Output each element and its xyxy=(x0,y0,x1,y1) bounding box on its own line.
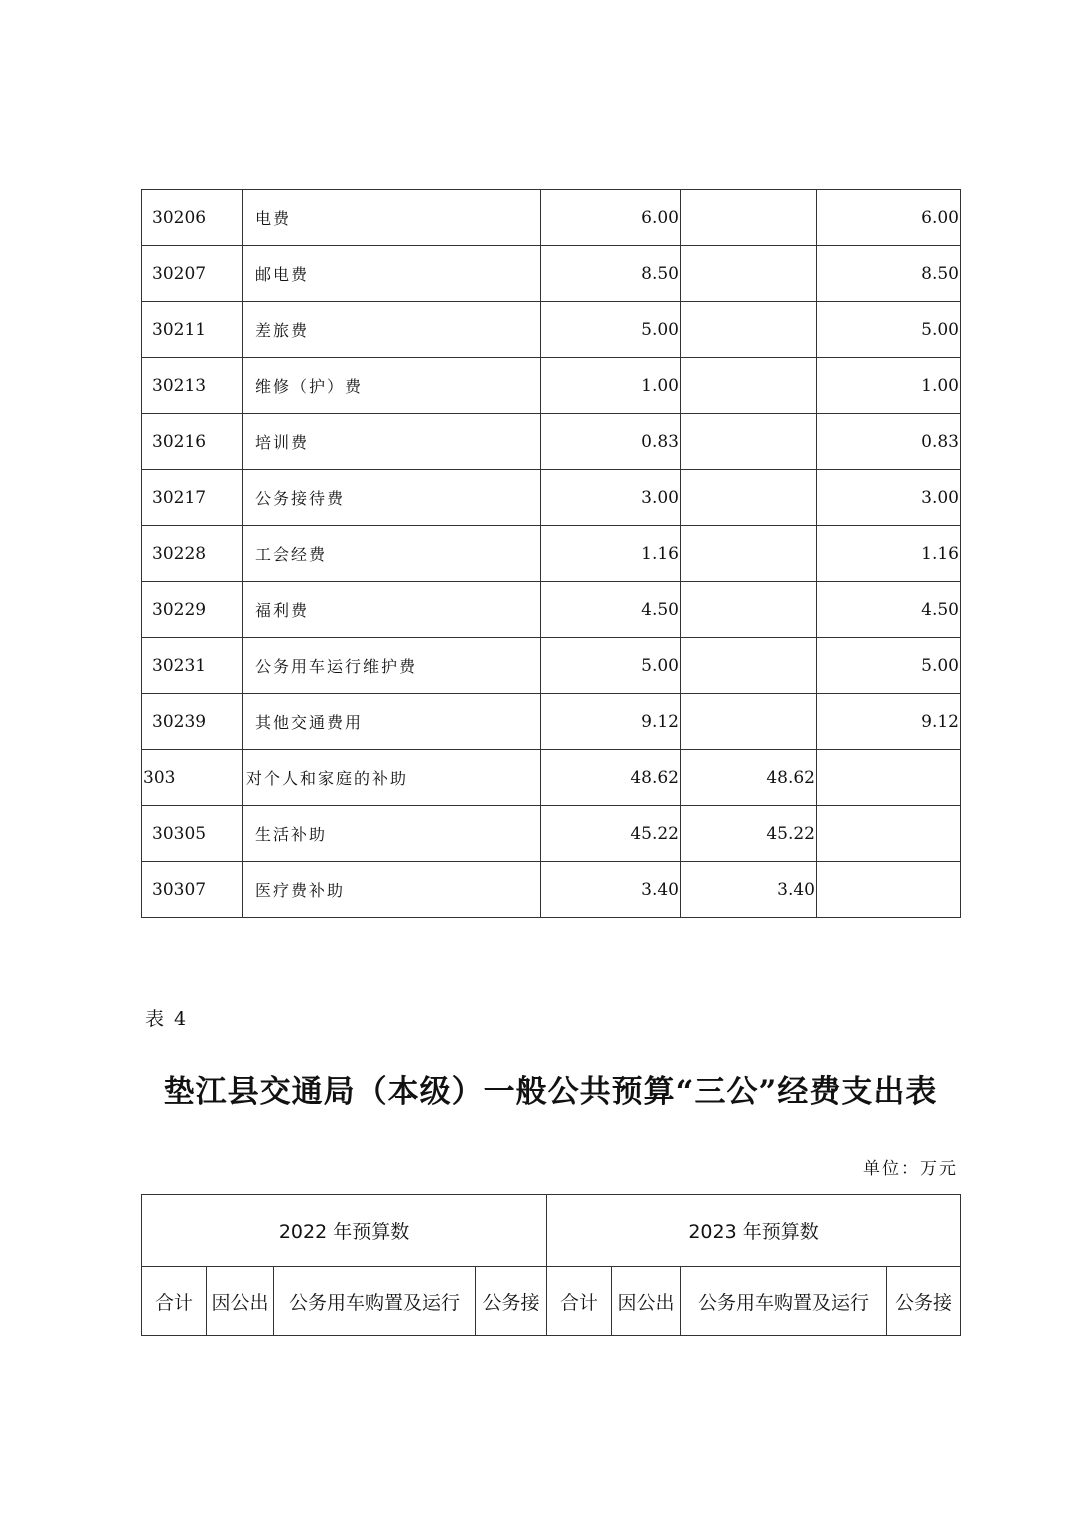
amount-total-cell: 8.50 xyxy=(541,246,681,302)
amount-project-cell xyxy=(817,806,961,862)
year-header-row xyxy=(142,1195,961,1267)
amount-basic-cell xyxy=(681,414,817,470)
amount-basic-cell: 45.22 xyxy=(681,806,817,862)
col-reception-2022: 公务接 xyxy=(476,1267,547,1336)
table-row xyxy=(142,638,961,694)
table-row xyxy=(142,190,961,246)
code-cell: 30216 xyxy=(142,414,243,470)
table-row xyxy=(142,582,961,638)
amount-basic-cell xyxy=(681,526,817,582)
amount-project-cell: 0.83 xyxy=(817,414,961,470)
amount-basic-cell: 48.62 xyxy=(681,750,817,806)
unit-label: 单位：万元 xyxy=(863,1159,958,1179)
col-total-2023: 合计 xyxy=(547,1267,612,1336)
code-cell: 30239 xyxy=(142,694,243,750)
year-header-2023: 2023 年预算数 xyxy=(547,1195,961,1267)
name-cell: 福利费 xyxy=(243,582,541,638)
col-vehicle-2022: 公务用车购置及运行 xyxy=(274,1267,476,1336)
amount-total-cell: 1.00 xyxy=(541,358,681,414)
table-row xyxy=(142,526,961,582)
table-row xyxy=(142,750,961,806)
amount-basic-cell xyxy=(681,246,817,302)
code-cell: 30229 xyxy=(142,582,243,638)
code-cell: 30228 xyxy=(142,526,243,582)
table-row xyxy=(142,806,961,862)
amount-project-cell: 4.50 xyxy=(817,582,961,638)
page-title: 垫江县交通局（本级）一般公共预算“三公”经费支出表 xyxy=(163,1074,938,1110)
code-cell: 30307 xyxy=(142,862,243,918)
table-number-label: 表 4 xyxy=(145,1008,189,1030)
code-cell: 30213 xyxy=(142,358,243,414)
table-row xyxy=(142,414,961,470)
amount-total-cell: 4.50 xyxy=(541,582,681,638)
table-row xyxy=(142,862,961,918)
amount-project-cell xyxy=(817,862,961,918)
name-cell: 差旅费 xyxy=(243,302,541,358)
amount-project-cell: 6.00 xyxy=(817,190,961,246)
amount-total-cell: 0.83 xyxy=(541,414,681,470)
col-abroad-2022: 因公出 xyxy=(207,1267,274,1336)
code-cell: 30305 xyxy=(142,806,243,862)
amount-total-cell: 5.00 xyxy=(541,638,681,694)
amount-basic-cell xyxy=(681,358,817,414)
name-cell: 培训费 xyxy=(243,414,541,470)
amount-basic-cell xyxy=(681,694,817,750)
amount-basic-cell xyxy=(681,582,817,638)
column-header-row xyxy=(142,1267,961,1336)
code-cell: 30217 xyxy=(142,470,243,526)
name-cell: 邮电费 xyxy=(243,246,541,302)
amount-total-cell: 5.00 xyxy=(541,302,681,358)
code-cell: 30211 xyxy=(142,302,243,358)
col-abroad-2023: 因公出 xyxy=(612,1267,681,1336)
col-reception-2023: 公务接 xyxy=(887,1267,961,1336)
amount-total-cell: 48.62 xyxy=(541,750,681,806)
amount-project-cell: 9.12 xyxy=(817,694,961,750)
amount-project-cell: 1.00 xyxy=(817,358,961,414)
amount-total-cell: 3.40 xyxy=(541,862,681,918)
table-row xyxy=(142,246,961,302)
name-cell: 工会经费 xyxy=(243,526,541,582)
year-header-2022: 2022 年预算数 xyxy=(142,1195,547,1267)
name-cell: 医疗费补助 xyxy=(243,862,541,918)
amount-total-cell: 45.22 xyxy=(541,806,681,862)
table-row xyxy=(142,470,961,526)
col-vehicle-2023: 公务用车购置及运行 xyxy=(681,1267,887,1336)
amount-total-cell: 3.00 xyxy=(541,470,681,526)
amount-basic-cell: 3.40 xyxy=(681,862,817,918)
amount-basic-cell xyxy=(681,638,817,694)
name-cell: 电费 xyxy=(243,190,541,246)
code-cell: 303 xyxy=(142,750,243,806)
amount-basic-cell xyxy=(681,470,817,526)
name-cell: 生活补助 xyxy=(243,806,541,862)
amount-basic-cell xyxy=(681,302,817,358)
amount-project-cell: 1.16 xyxy=(817,526,961,582)
amount-total-cell: 9.12 xyxy=(541,694,681,750)
name-cell: 公务用车运行维护费 xyxy=(243,638,541,694)
amount-basic-cell xyxy=(681,190,817,246)
table-row xyxy=(142,302,961,358)
amount-project-cell: 5.00 xyxy=(817,638,961,694)
col-total-2022: 合计 xyxy=(142,1267,207,1336)
code-cell: 30207 xyxy=(142,246,243,302)
amount-total-cell: 1.16 xyxy=(541,526,681,582)
amount-project-cell xyxy=(817,750,961,806)
name-cell: 公务接待费 xyxy=(243,470,541,526)
name-cell: 其他交通费用 xyxy=(243,694,541,750)
name-cell: 对个人和家庭的补助 xyxy=(243,750,541,806)
three-public-expense-table xyxy=(141,1194,961,1336)
amount-total-cell: 6.00 xyxy=(541,190,681,246)
code-cell: 30231 xyxy=(142,638,243,694)
name-cell: 维修（护）费 xyxy=(243,358,541,414)
amount-project-cell: 8.50 xyxy=(817,246,961,302)
code-cell: 30206 xyxy=(142,190,243,246)
table-row xyxy=(142,358,961,414)
table-row xyxy=(142,694,961,750)
amount-project-cell: 5.00 xyxy=(817,302,961,358)
amount-project-cell: 3.00 xyxy=(817,470,961,526)
expense-table xyxy=(141,189,961,918)
